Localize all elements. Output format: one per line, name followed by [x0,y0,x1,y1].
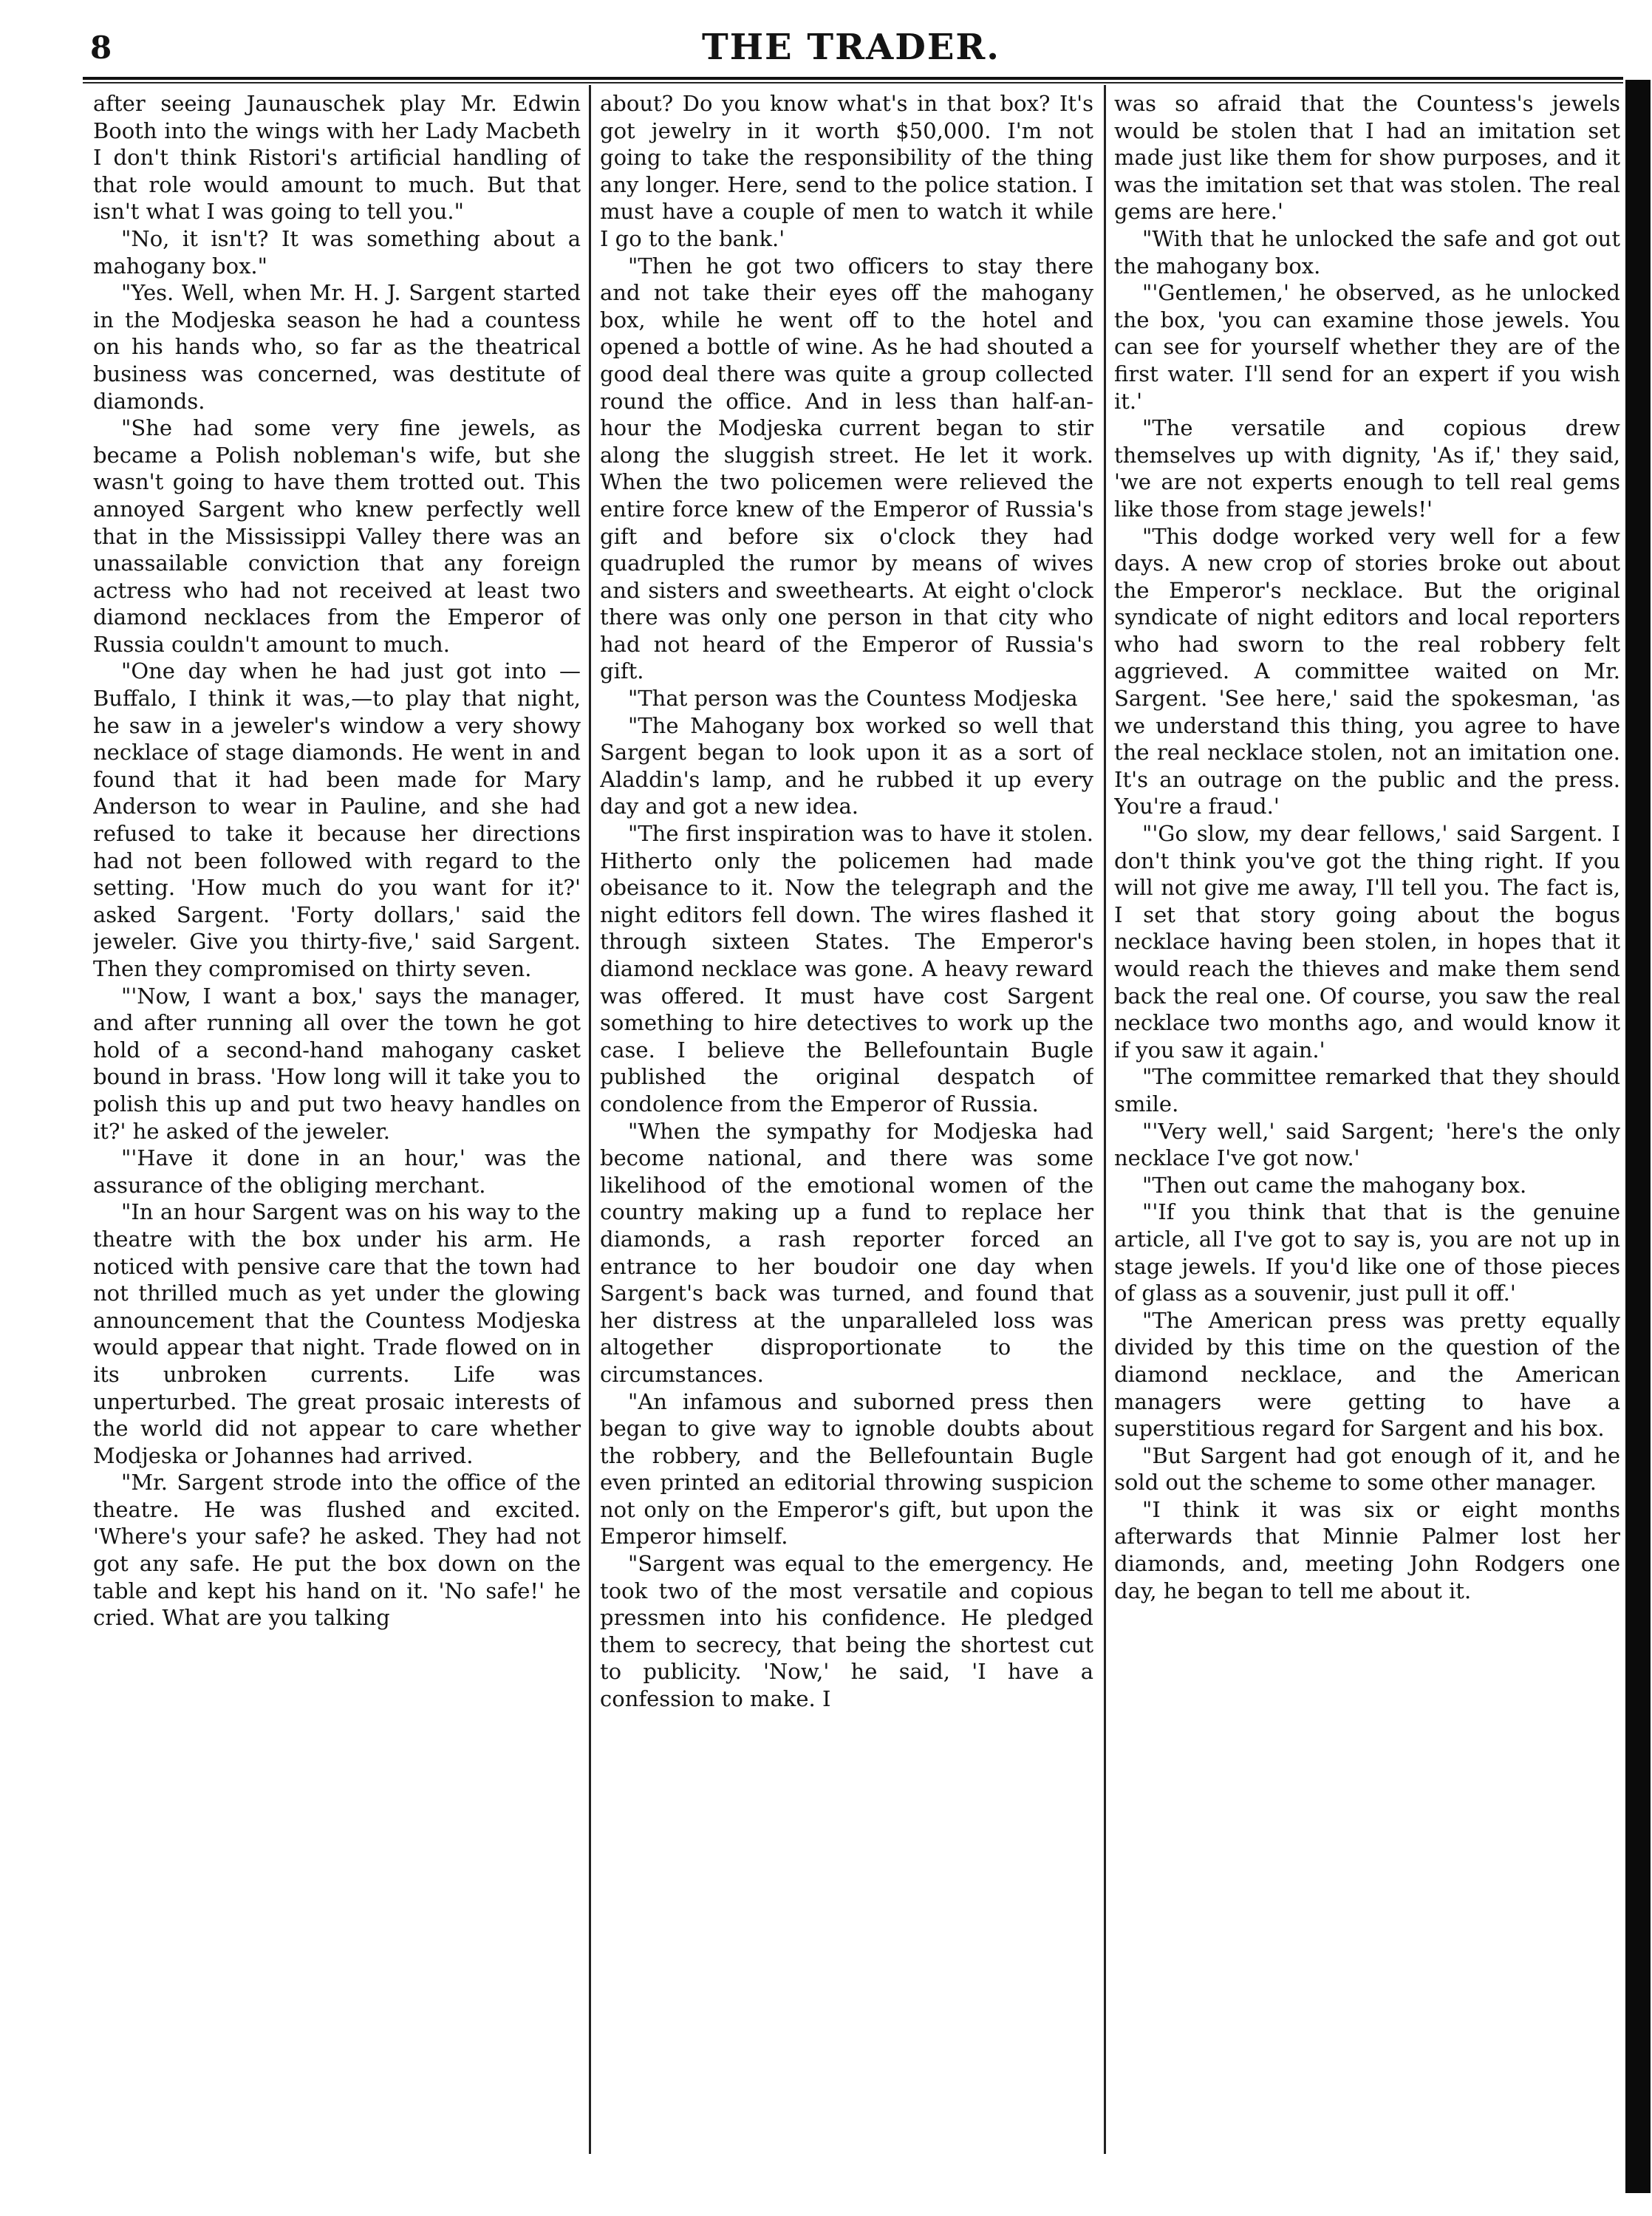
column-1 [93,90,581,2159]
paragraph: "Then he got two officers to stay there and not take their eyes off the mahogany box, while he went off to the hotel and opened a bottle of wine. As he had shouted a good deal there was quite a group collected round the office. And in less than half-an-hour the Modjeska current began to stir along the sluggish street. He let it work. When the two policemen were relieved the entire force knew of the Emperor of Russia's gift and before six o'clock they had quadrupled the rumor by means of wives and sisters and sweethearts. At eight o'clock there was only one person in that city who had not heard of the Emperor of Russia's gift. [600,253,1093,684]
page-number: 8 [90,30,112,66]
paragraph: "An infamous and suborned press then began to give way to ignoble doubts about the robbery, and the Bellefountain Bugle even printed an editorial throwing suspicion not only on the Emperor's gift, but upon the Emperor himself. [600,1388,1093,1550]
paragraph: "The committee remarked that they should smile. [1114,1064,1620,1116]
paragraph: after seeing Jaunauschek play Mr. Edwin Booth into the wings with her Lady Macbeth I don't think Ristori's artificial handling of that role would amount to much. But that isn't what I was going to tell you." [93,91,581,225]
paragraph: "But Sargent had got enough of it, and he sold out the scheme to some other manager. [1114,1442,1620,1496]
paragraph: "She had some very fine jewels, as became a Polish nobleman's wife, but she wasn't going to have them trotted out. This annoyed Sargent who knew perfectly well that in the Mississippi Valley there was an unassailable conviction that any foreign actress who had not received at least two diamond necklaces from the Emperor of Russia couldn't amount to much. [93,415,581,657]
paragraph: "'Now, I want a box,' says the manager, and after running all over the town he got hold of a second-hand mahogany casket bound in brass. 'How long will it take you to polish this up and put two heavy handles on it?' he asked of the jeweler. [93,983,581,1144]
paragraph: "The American press was pretty equally divided by this time on the question of the diamond necklace, and the American managers were getting to have a superstitious regard for Sargent and his box. [1114,1307,1620,1442]
header-rule [83,77,1623,80]
paragraph: "The versatile and copious drew themselves up with dignity, 'As if,' they said, 'we are not experts enough to tell real gems like those from stage jewels!' [1114,415,1620,522]
paragraph: "'If you think that that is the genuine article, all I've got to say is, you are not up in stage jewels. If you'd like one of those pieces of glass as a souvenir, just pull it off.' [1114,1199,1620,1306]
column-rule-left [589,85,591,2154]
column-rule-right [1104,85,1106,2154]
paragraph: "I think it was six or eight months afterwards that Minnie Palmer lost her diamonds, and, meeting John Rodgers one day, he began to tell me about it. [1114,1496,1620,1603]
header-rule-thin [83,82,1623,83]
paragraph: "'Gentlemen,' he observed, as he unlocked the box, 'you can examine those jewels. You can see for yourself whether they are of the first water. I'll send for an expert if you wish it.' [1114,280,1620,414]
page-header [83,27,1619,74]
paragraph: about? Do you know what's in that box? It's got jewelry in it worth $50,000. I'm not going to take the responsibility of the thing any longer. Here, send to the police station. I must have a couple of men to watch it while I go to the bank.' [600,91,1093,251]
paragraph: "Yes. Well, when Mr. H. J. Sargent started in the Modjeska season he had a countess on his hands who, so far as the theatrical business was concerned, was destitute of diamonds. [93,280,581,414]
masthead-title: THE TRADER. [701,27,1001,68]
paragraph: "Mr. Sargent strode into the office of the theatre. He was flushed and excited. 'Where's your safe? he asked. They had not got any safe. He put the box down on the table and kept his hand on it. 'No safe!' he cried. What are you talking [93,1470,581,1631]
paragraph: "Then out came the mahogany box. [1142,1172,1527,1198]
paragraph: "That person was the Countess Modjeska [628,686,1078,712]
paragraph: "Sargent was equal to the emergency. He took two of the most versatile and copious pressmen into his confidence. He pledged them to secrecy, that being the shortest cut to publicity. 'Now,' he said, 'I have a confession to make. I [600,1551,1093,1712]
paragraph: "When the sympathy for Modjeska had become national, and there was some likelihood of the emotional women of the country making up a fund to replace her diamonds, a rash reporter forced an entrance to her boudoir one day when Sargent's back was turned, and found that her distress at the unparalleled loss was altogether disproportionate to the circumstances. [600,1118,1093,1387]
paragraph: "'Go slow, my dear fellows,' said Sargent. I don't think you've got the thing right. If you will not give me away, I'll tell you. The fact is, I set that story going about the bogus necklace having been stolen, in hopes that it would reach the thieves and make them send back the real one. Of course, you saw the real necklace two months ago, and would know it if you saw it again.' [1114,821,1620,1063]
paragraph: "'Very well,' said Sargent; 'here's the only necklace I've got now.' [1114,1118,1620,1171]
column-2 [600,90,1093,2159]
column-3 [1114,90,1620,2159]
paragraph: "One day when he had just got into —Buffalo, I think it was,—to play that night, he saw in a jeweler's window a very showy necklace of stage diamonds. He went in and found that it had been made for Mary Anderson to wear in Pauline, and she had refused to take it because her directions had not been followed with regard to the setting. 'How much do you want for it?' asked Sargent. 'Forty dollars,' said the jeweler. Give you thirty-five,' said Sargent. Then they compromised on thirty seven. [93,658,581,981]
paragraph: "No, it isn't? It was something about a mahogany box." [93,225,581,279]
paragraph: "In an hour Sargent was on his way to the theatre with the box under his arm. He noticed with pensive care that the town had not thrilled much as yet under the glowing announcement that the Countess Modjeska would appear that night. Trade flowed on in its unbroken currents. Life was unperturbed. The great prosaic interests of the world did not appear to care whether Modjeska or Johannes had arrived. [93,1199,581,1468]
paragraph: "This dodge worked very well for a few days. A new crop of stories broke out about the Emperor's necklace. But the original syndicate of night editors and local reporters who had sworn to the real robbery felt aggrieved. A committee waited on Mr. Sargent. 'See here,' said the spokesman, 'as we understand this thing, you agree to have the real necklace stolen, not an imitation one. It's an outrage on the public and the press. You're a fraud.' [1114,523,1620,819]
paragraph: was so afraid that the Countess's jewels would be stolen that I had an imitation set made just like them for show purposes, and it was the imitation set that was stolen. The real gems are here.' [1114,91,1620,225]
paragraph: "The first inspiration was to have it stolen. Hitherto only the policemen had made obeisance to it. Now the telegraph and the night editors fell down. The wires flashed it through sixteen States. The Emperor's diamond necklace was gone. A heavy reward was offered. It must have cost Sargent something to hire detectives to work up the case. I believe the Bellefountain Bugle published the original despatch of condolence from the Emperor of Russia. [600,821,1093,1116]
paragraph: "'Have it done in an hour,' was the assurance of the obliging merchant. [93,1145,581,1198]
paragraph: "With that he unlocked the safe and got out the mahogany box. [1114,225,1620,279]
page-edge-bar [1625,80,1651,2193]
paragraph: "The Mahogany box worked so well that Sargent began to look upon it as a sort of Aladdin's lamp, and he rubbed it up every day and got a new idea. [600,712,1093,819]
